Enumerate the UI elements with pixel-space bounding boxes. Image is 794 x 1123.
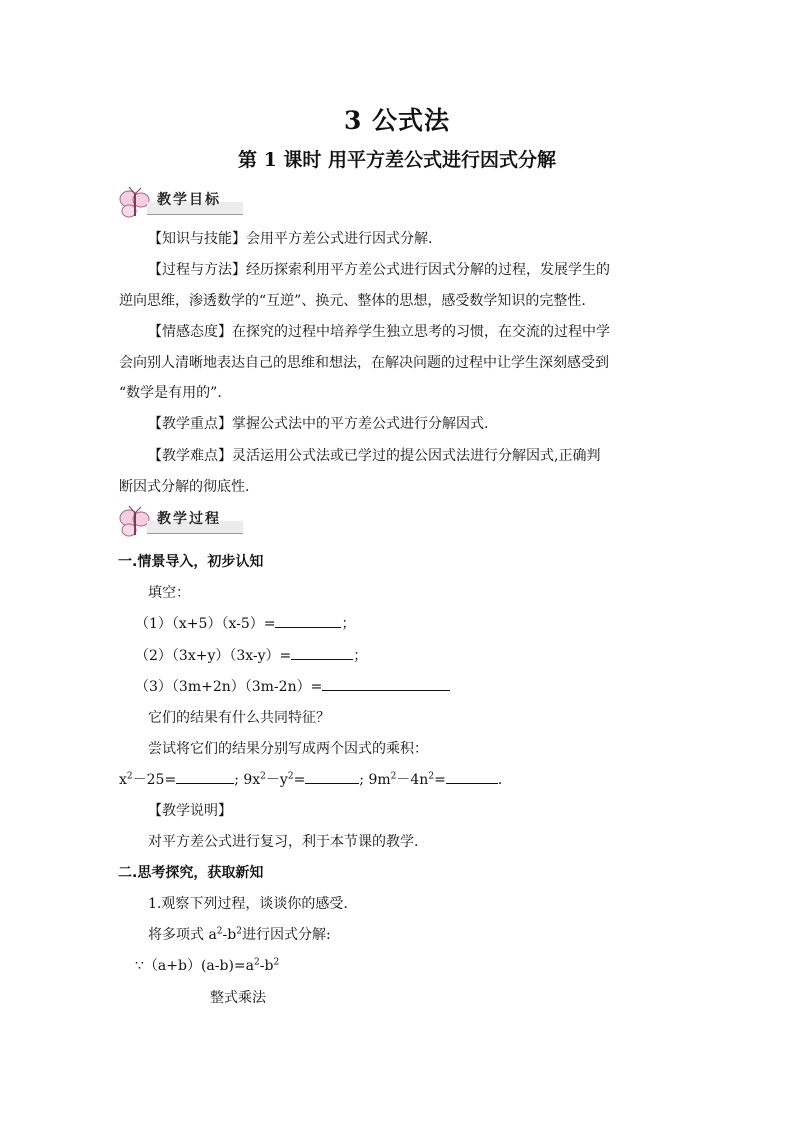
process-banner (117, 505, 243, 539)
teaching-note-label: 【教学说明】 (148, 803, 232, 819)
banner-label: 教学过程 (157, 511, 221, 527)
expr-text: ; 9m (359, 772, 391, 788)
section-heading-2: 二.思考探究，获取新知 (118, 865, 264, 881)
question-2 (135, 645, 367, 665)
expr-sup: 2 (390, 771, 397, 782)
expr-text: ; 9x (234, 772, 261, 788)
expr-sup: 2 (126, 771, 133, 782)
answer-blank (291, 645, 353, 660)
expr-text: 进行因式分解: (241, 927, 331, 943)
goal-key-point: 【教学重点】掌握公式法中的平方差公式进行分解因式. (148, 416, 489, 432)
goal-process-line-1: 【过程与方法】经历探索利用平方差公式进行因式分解的过程，发展学生的 (148, 262, 610, 278)
factor-expressions (119, 769, 502, 789)
expr-text: = (434, 772, 446, 788)
banner-label: 教学目标 (157, 192, 221, 208)
question-1-end: ； (341, 616, 356, 632)
question-1-text: （1）（x+5）（x-5）= (135, 616, 276, 632)
answer-blank (305, 769, 359, 784)
expr-sup: 2 (254, 957, 260, 968)
expr-sup: 2 (216, 926, 223, 937)
expr-text: －y (265, 772, 288, 788)
page-title: 3 公式法 (343, 106, 451, 135)
goals-banner (117, 186, 243, 220)
because-statement (135, 955, 279, 975)
answer-blank (275, 613, 341, 628)
common-feature-question: 它们的结果有什么共同特征？ (148, 710, 330, 726)
observe-item: 1.观察下列过程，谈谈你的感受. (148, 896, 348, 912)
section-heading-1: 一.情景导入，初步认知 (118, 554, 264, 570)
fill-prompt: 填空： (148, 585, 190, 601)
goal-process-line-2: 逆向思维，渗透数学的“互逆”、换元、整体的思想，感受数学知识的完整性. (119, 293, 586, 309)
expr-text: -b (222, 927, 237, 943)
expr-text: = (293, 772, 306, 788)
goal-difficulty-line-2: 断因式分解的彻底性. (119, 479, 250, 495)
expr-sup: 2 (273, 957, 280, 968)
question-3 (135, 676, 450, 696)
question-3-text: （3）（3m+2n）（3m-2n）= (135, 679, 323, 695)
page-subtitle: 第 1 课时 用平方差公式进行因式分解 (237, 149, 557, 171)
goal-emotion-line-2: 会向别人清晰地表达自己的思维和想法，在解决问题的过程中让学生深刻感受到 (119, 355, 609, 371)
expr-text: x (119, 772, 127, 788)
expr-sup: 2 (428, 771, 435, 782)
multiplication-label: 整式乘法 (210, 990, 266, 1006)
expr-text: －4n (396, 772, 429, 788)
question-1 (135, 613, 355, 633)
expr-text: . (497, 772, 503, 788)
expr-sup: 2 (236, 926, 242, 937)
expr-text: -b (259, 958, 274, 974)
goal-knowledge: 【知识与技能】会用平方差公式进行因式分解. (148, 231, 433, 247)
expr-text: ∵（a+b）(a-b)=a (135, 958, 254, 974)
answer-blank (322, 676, 450, 691)
expr-text: －25= (132, 772, 177, 788)
expr-sup: 2 (260, 771, 266, 782)
goal-emotion-line-3: “数学是有用的”. (119, 385, 222, 401)
goal-difficulty-line-1: 【教学难点】灵活运用公式法或已学过的提公因式法进行分解因式,正确判 (148, 448, 601, 464)
question-2-text: （2）（3x+y）（3x-y）= (135, 648, 292, 664)
expr-text: 将多项式 a (148, 927, 217, 943)
goal-emotion-line-1: 【情感态度】在探究的过程中培养学生独立思考的习惯，在交流的过程中学 (148, 324, 610, 340)
polynomial-statement (148, 924, 331, 944)
try-prompt: 尝试将它们的结果分别写成两个因式的乘积： (148, 741, 428, 757)
answer-blank (176, 769, 234, 784)
teaching-note: 对平方差公式进行复习，利于本节课的教学. (148, 834, 419, 850)
expr-sup: 2 (287, 771, 294, 782)
question-2-end: ； (353, 648, 368, 664)
answer-blank (446, 769, 498, 784)
